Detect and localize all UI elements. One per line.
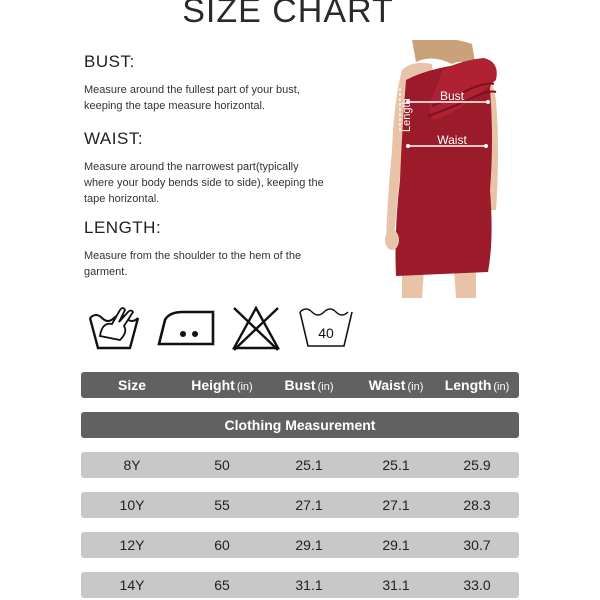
- cell-height: 65: [214, 577, 230, 593]
- cell-waist: 31.1: [382, 577, 410, 593]
- col-header-height: Height (in): [191, 377, 253, 393]
- length-instruction: [84, 218, 329, 280]
- cell-size: 14Y: [119, 577, 145, 593]
- cell-bust: 31.1: [295, 577, 323, 593]
- waist-heading: WAIST:: [84, 129, 144, 148]
- cell-bust: 25.1: [295, 457, 323, 473]
- length-label: Length: [401, 98, 413, 132]
- waist-instruction: [84, 129, 329, 207]
- cell-length: 28.3: [463, 497, 491, 513]
- table-row: [81, 492, 519, 518]
- waist-text: Measure around the narrowest part(typically where your body bends side to side), keeping the tape horizontal.: [84, 161, 324, 205]
- page-title: SIZE CHART: [182, 0, 394, 30]
- table-row: [81, 532, 519, 558]
- col-header-bust: Bust (in): [284, 377, 334, 393]
- cell-size: 8Y: [123, 457, 141, 473]
- cell-height: 55: [214, 497, 230, 513]
- cell-bust: 29.1: [295, 537, 323, 553]
- cell-size: 10Y: [119, 497, 145, 513]
- table-row: [81, 452, 519, 478]
- cell-waist: 25.1: [382, 457, 410, 473]
- cell-length: 25.9: [463, 457, 491, 473]
- wash-temperature-label: 40: [318, 325, 334, 341]
- table-header: [81, 372, 519, 398]
- cell-waist: 29.1: [382, 537, 410, 553]
- do-not-bleach-icon: [230, 302, 282, 354]
- bust-text: Measure around the fullest part of your bust, keeping the tape measure horizontal.: [84, 84, 300, 112]
- cell-length: 30.7: [463, 537, 491, 553]
- machine-wash-40-icon: [296, 302, 356, 350]
- cell-height: 60: [214, 537, 230, 553]
- cell-length: 33.0: [463, 577, 491, 593]
- section-title-row: [81, 412, 519, 438]
- col-header-size: Size: [117, 377, 146, 393]
- bust-instruction: [84, 52, 329, 114]
- cell-size: 12Y: [119, 537, 145, 553]
- bust-label: Bust: [439, 89, 465, 103]
- section-title: Clothing Measurement: [224, 417, 376, 433]
- hand-wash-icon: [86, 302, 142, 354]
- cell-waist: 27.1: [382, 497, 410, 513]
- bust-heading: BUST:: [84, 52, 135, 71]
- iron-low-heat-icon: [155, 302, 217, 348]
- col-header-length: Length (in): [444, 377, 510, 393]
- waist-label: Waist: [437, 133, 467, 147]
- cell-height: 50: [214, 457, 230, 473]
- col-header-waist: Waist (in): [368, 377, 424, 393]
- length-heading: LENGTH:: [84, 218, 162, 237]
- table-row: [81, 572, 519, 598]
- model-dress-figure: [372, 40, 520, 298]
- cell-bust: 27.1: [295, 497, 323, 513]
- length-text: Measure from the shoulder to the hem of the garment.: [84, 250, 302, 278]
